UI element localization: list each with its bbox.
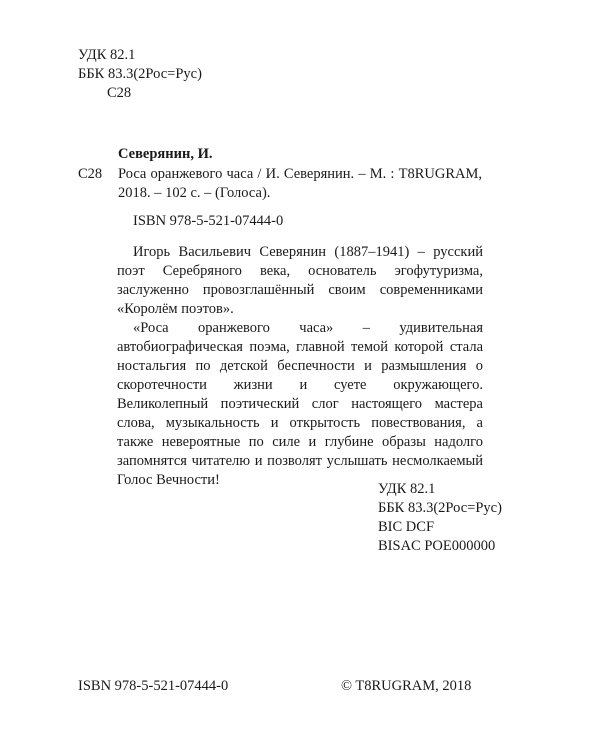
annotation-paragraph-1: Игорь Васильевич Северянин (1887–1941) – русский поэт Серебряного века, основатель эгофутуризма, заслуженно провозглашённый своим современниками «Королём поэтов».: [117, 244, 483, 317]
annotation-paragraph-2: «Роса оранжевого часа» – удивительная автобиографическая поэма, главной темой которой стала ностальгия по детской беспечности и размышления о скоротечности жизни и суете окружающего. Великолепный поэтический слог настоящего мастера слова, музыкальность и открытость повествования, а также невероятные по силе и глубине образы надолго запомнятся читателю и позволят услышать несмолкаемый Голос Вечности!: [117, 320, 483, 488]
header-author-mark: С28: [107, 85, 132, 101]
classification-bic: BIC DCF: [378, 519, 435, 535]
classification-udk: УДК 82.1: [378, 481, 436, 497]
annotation: [117, 243, 483, 490]
header-classification-block: [78, 46, 202, 103]
record-isbn: ISBN 978-5-521-07444-0: [133, 213, 284, 229]
author-heading: Северянин, И.: [118, 146, 213, 162]
classification-block: [378, 480, 502, 556]
footer-copyright: © T8RUGRAM, 2018: [341, 678, 472, 694]
footer-isbn: ISBN 978-5-521-07444-0: [78, 678, 229, 694]
header-udk: УДК 82.1: [78, 47, 136, 63]
classification-bisac: BISAC POE000000: [378, 538, 496, 554]
classification-bbk: ББК 83.3(2Рос=Рус): [378, 500, 502, 516]
bibliographic-description: Роса оранжевого часа / И. Северянин. – М. : T8RUGRAM, 2018. – 102 с. – (Голоса).: [118, 166, 482, 201]
header-bbk: ББК 83.3(2Рос=Рус): [78, 66, 202, 82]
author-mark-code: С28: [78, 166, 103, 182]
